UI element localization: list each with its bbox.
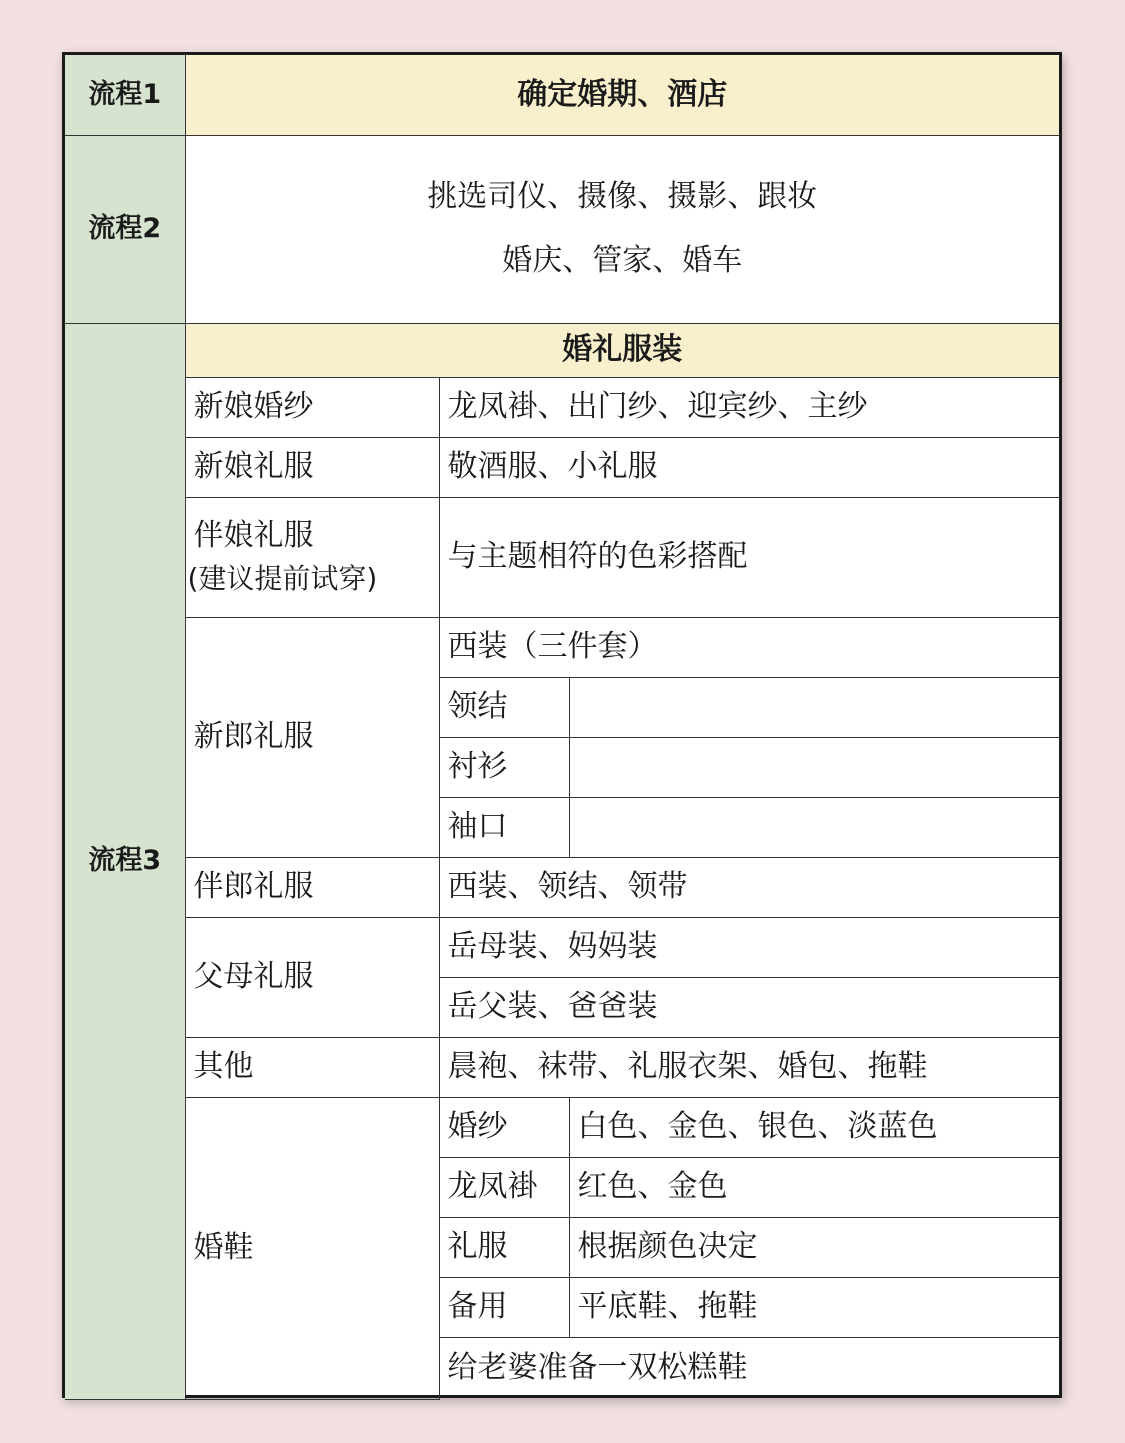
shoes-value: 根据颜色决定 — [569, 1217, 1059, 1277]
groomsman-value: 西装、领结、领带 — [439, 857, 1059, 917]
step2-line1: 挑选司仪、摄像、摄影、跟妆 — [427, 179, 818, 214]
step3-label: 流程3 — [65, 323, 185, 1399]
bride-gown-label: 新娘婚纱 — [185, 377, 439, 437]
parents-value: 岳母装、妈妈装 — [439, 917, 1059, 977]
shoes-key: 龙凤褂 — [439, 1157, 569, 1217]
shoes-value: 红色、金色 — [569, 1157, 1059, 1217]
bride-dress-label: 新娘礼服 — [185, 437, 439, 497]
bride-gown-value: 龙凤褂、出门纱、迎宾纱、主纱 — [439, 377, 1059, 437]
groom-label: 新郎礼服 — [185, 617, 439, 857]
row-parents — [65, 917, 1059, 977]
step2-content — [185, 135, 1059, 323]
row-step1 — [65, 55, 1059, 135]
parents-value: 岳父装、爸爸装 — [439, 977, 1059, 1037]
groom-item-label: 领结 — [439, 677, 569, 737]
row-step2 — [65, 135, 1059, 323]
wedding-checklist-table — [62, 52, 1062, 1398]
step1-title: 确定婚期、酒店 — [185, 55, 1059, 135]
groom-item-value — [569, 737, 1059, 797]
row-section-title — [65, 323, 1059, 377]
section-title: 婚礼服装 — [185, 323, 1059, 377]
bridesmaid-value: 与主题相符的色彩搭配 — [439, 497, 1059, 617]
other-label: 其他 — [185, 1037, 439, 1097]
shoes-key: 婚纱 — [439, 1097, 569, 1157]
groom-item-label: 袖口 — [439, 797, 569, 857]
row-bridesmaid — [65, 497, 1059, 617]
row-bride-dress — [65, 437, 1059, 497]
shoes-value: 平底鞋、拖鞋 — [569, 1277, 1059, 1337]
parents-label: 父母礼服 — [185, 917, 439, 1037]
shoes-key: 礼服 — [439, 1217, 569, 1277]
row-groom-suit — [65, 617, 1059, 677]
groom-suit: 西装（三件套） — [439, 617, 1059, 677]
other-value: 晨袍、袜带、礼服衣架、婚包、拖鞋 — [439, 1037, 1059, 1097]
row-shoes — [65, 1097, 1059, 1157]
shoes-label: 婚鞋 — [185, 1097, 439, 1399]
groom-item-label: 衬衫 — [439, 737, 569, 797]
step1-label: 流程1 — [65, 55, 185, 135]
bride-dress-value: 敬酒服、小礼服 — [439, 437, 1059, 497]
bridesmaid-note: (建议提前试穿) — [187, 562, 378, 596]
step2-label: 流程2 — [65, 135, 185, 323]
groom-item-value — [569, 797, 1059, 857]
shoes-note: 给老婆准备一双松糕鞋 — [439, 1337, 1059, 1399]
shoes-value: 白色、金色、银色、淡蓝色 — [569, 1097, 1059, 1157]
groom-item-value — [569, 677, 1059, 737]
shoes-key: 备用 — [439, 1277, 569, 1337]
bridesmaid-cell — [185, 497, 439, 617]
bridesmaid-label: 伴娘礼服 — [193, 518, 314, 554]
row-other — [65, 1037, 1059, 1097]
groomsman-label: 伴郎礼服 — [185, 857, 439, 917]
checklist-grid — [65, 55, 1059, 1400]
row-bride-gown — [65, 377, 1059, 437]
row-groomsman — [65, 857, 1059, 917]
step2-line2: 婚庆、管家、婚车 — [502, 243, 743, 278]
